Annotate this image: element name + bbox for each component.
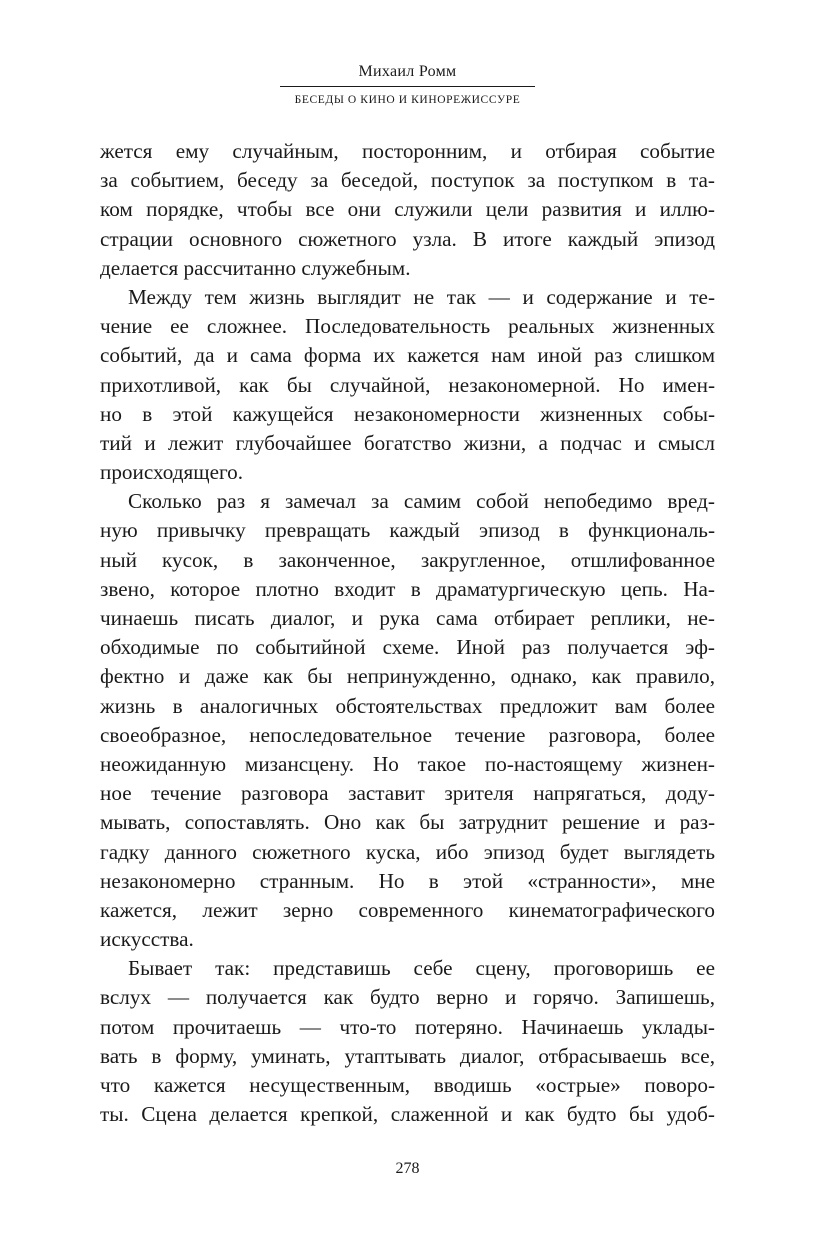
text-line: чинаешь писать диалог, и рука сама отбирает реплики, не- — [100, 606, 715, 630]
paragraph — [100, 487, 715, 954]
paragraph — [100, 137, 715, 283]
text-line: мывать, сопоставлять. Оно как бы затруднит решение и раз- — [100, 810, 715, 835]
text-line: жизнь в аналогичных обстоятельствах предложит вам более — [100, 693, 715, 718]
text-line: делается рассчитанно служебным. — [100, 255, 411, 280]
text-line: кажется, лежит зерно современного кинематографического — [100, 897, 715, 922]
text-line: обходимые по событийной схеме. Иной раз получается эф- — [100, 635, 715, 660]
text-line: происходящего. — [100, 460, 244, 485]
body-text — [100, 137, 715, 1129]
running-header — [280, 62, 535, 107]
text-line: Сколько раз я замечал за самим собой непобедимо вред- — [128, 489, 715, 514]
text-line: за событием, беседу за беседой, поступок за поступком в та- — [100, 168, 715, 193]
text-line: тий и лежит глубочайшее богатство жизни, а подчас и смысл — [100, 430, 715, 455]
text-line: чение ее сложнее. Последовательность реальных жизненных — [100, 314, 715, 339]
text-line: своеобразное, непоследовательное течение разговора, более — [100, 722, 715, 747]
text-line: искусства. — [100, 927, 194, 952]
text-line: ный кусок, в законченное, закругленное, отшлифованное — [100, 547, 715, 572]
text-line: незакономерно странным. Но в этой «странности», мне — [100, 868, 715, 893]
text-line: Между тем жизнь выглядит не так — и содержание и те- — [128, 284, 715, 309]
page-number: 278 — [395, 1160, 420, 1177]
text-line: прихотливой, как бы случайной, незакономерной. Но имен- — [100, 372, 715, 397]
text-line: ную привычку превращать каждый эпизод в функциональ- — [100, 518, 715, 543]
text-line: но в этой кажущейся незакономерности жизненных собы- — [100, 401, 715, 426]
running-header-author: Михаил Ромм — [358, 63, 457, 80]
text-line: потом прочитаешь — что-то потеряно. Начинаешь уклады- — [100, 1014, 715, 1039]
text-line: страции основного сюжетного узла. В итоге каждый эпизод — [100, 226, 715, 251]
text-line: звено, которое плотно входит в драматургическую цепь. На- — [100, 576, 715, 601]
paragraph — [100, 954, 715, 1129]
text-line: фектно и даже как бы непринужденно, однако, как правило, — [100, 664, 715, 689]
text-line: вслух — получается как будто верно и горячо. Запишешь, — [100, 985, 715, 1010]
text-line: что кажется несущественным, вводишь «острые» поворо- — [100, 1073, 715, 1097]
header-rule — [280, 86, 535, 87]
text-line: жется ему случайным, посторонним, и отбирая событие — [100, 139, 715, 163]
text-line: ком порядке, чтобы все они служили цели развития и иллю- — [100, 197, 715, 222]
text-line: вать в форму, уминать, утаптывать диалог, отбрасываешь все, — [100, 1043, 715, 1068]
running-header-book-title: БЕСЕДЫ О КИНО И КИНОРЕЖИССУРЕ — [294, 94, 521, 106]
text-line: событий, да и сама форма их кажется нам иной раз слишком — [100, 343, 715, 368]
paragraph — [100, 283, 715, 487]
text-line: Бывает так: представишь себе сцену, проговоришь ее — [128, 956, 715, 981]
text-line: гадку данного сюжетного куска, ибо эпизод будет выглядеть — [100, 839, 715, 864]
text-line: неожиданную мизансцену. Но такое по-настоящему жизнен- — [100, 751, 715, 776]
text-line: ты. Сцена делается крепкой, слаженной и как будто бы удоб- — [100, 1102, 715, 1127]
text-line: ное течение разговора заставит зрителя напрягаться, доду- — [100, 781, 715, 806]
